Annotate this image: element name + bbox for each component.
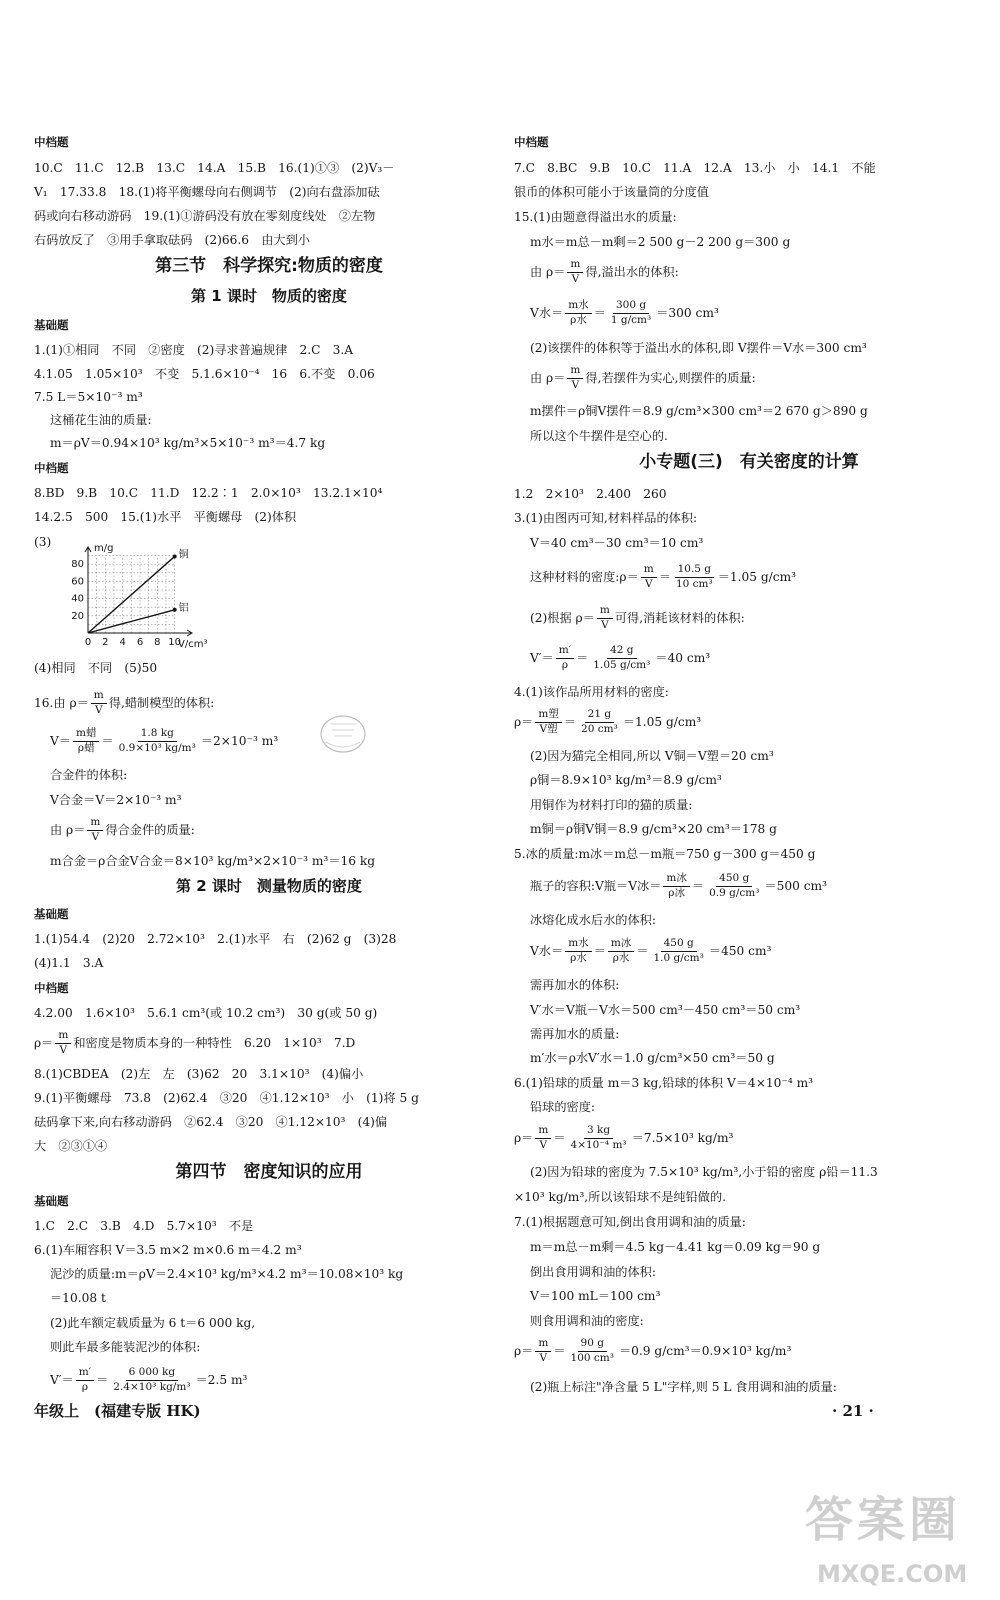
answer-line: 右码放反了 ③用手拿取砝码 (2)66.6 由大到小 [34, 233, 310, 247]
answer-line: m摆件＝ρ铜V摆件＝8.9 g/cm³×300 cm³＝2 670 g＞890 g [530, 404, 868, 418]
denominator: 20 cm³ [581, 722, 618, 735]
answer-line: V＝100 mL＝100 cm³ [530, 1289, 661, 1303]
x-tick-label: 4 [119, 637, 126, 648]
topic-title-3: 小专题(三) 有关密度的计算 [639, 452, 859, 472]
text: ρ＝ [514, 1130, 534, 1145]
text: ＝ [636, 943, 649, 958]
answer-line: 5.冰的质量:m冰＝m总－m瓶＝750 g－300 g＝450 g [514, 847, 816, 861]
denominator: V [59, 1043, 68, 1056]
formula-line [34, 1028, 355, 1058]
fraction [651, 938, 707, 963]
denominator: 100 cm³ [570, 1351, 614, 1364]
answer-line: V′水＝V瓶－V水＝500 cm³－450 cm³＝50 cm³ [530, 1003, 801, 1017]
lesson-title-2: 第 2 课时 测量物质的密度 [176, 877, 362, 895]
formula-line [514, 707, 701, 737]
text: 得,蜡制模型的体积: [108, 695, 215, 710]
y-axis-label: m/g [94, 543, 114, 554]
text: ＝500 cm³ [764, 878, 827, 893]
text: ＝300 cm³ [656, 305, 719, 320]
fraction [578, 709, 621, 734]
numerator: m [87, 817, 103, 830]
fraction [565, 300, 591, 325]
formula-line [50, 815, 195, 845]
mass-volume-chart [54, 533, 224, 651]
answer-line: 这桶花生油的质量: [50, 413, 152, 427]
watermark-url: MXQE.COM [817, 1560, 968, 1588]
formula-line [530, 603, 745, 633]
numerator: m′ [76, 1367, 94, 1380]
fraction [663, 873, 689, 898]
answer-line: V合金＝V＝2×10⁻³ m³ [50, 793, 182, 807]
answer-line: 9.(1)平衡螺母 73.8 (2)62.4 ③20 ④1.12×10³ 小 (1)将 5 g [34, 1091, 419, 1105]
text: ＝0.9 g/cm³＝0.9×10³ kg/m³ [618, 1343, 792, 1358]
answer-line: ρ铜＝8.9×10³ kg/m³＝8.9 g/cm³ [530, 773, 722, 787]
chart-axes [85, 547, 192, 636]
text: ＝1.05 g/cm³ [717, 569, 797, 584]
denominator: ρ蜡 [77, 741, 95, 754]
answer-line: 所以这个牛摆件是空心的. [530, 429, 668, 443]
answer-line: 大 ②③①④ [34, 1139, 108, 1153]
text: 和密度是物质本身的一种特性 6.20 1×10³ 7.D [73, 1035, 356, 1050]
fraction [673, 564, 716, 589]
answer-line: 冰熔化成水后水的体积: [530, 913, 656, 927]
text: ＝ [658, 569, 671, 584]
answer-line: 1.(1)54.4 (2)20 2.72×10³ 2.(1)水平 右 (2)62 g (3)28 [34, 932, 397, 946]
denominator: ρ [81, 1380, 89, 1393]
answer-line: (2)因为猫完全相同,所以 V铜＝V塑＝20 cm³ [530, 749, 774, 763]
section-title-4: 第四节 密度知识的应用 [175, 1162, 363, 1182]
answer-line: (4)相同 不同 (5)50 [34, 661, 158, 675]
text: 瓶子的容积:V瓶＝V冰＝ [530, 878, 662, 893]
answer-line: 1.C 2.C 3.B 4.D 5.7×10³ 不是 [34, 1219, 254, 1233]
denominator: 10 cm³ [675, 577, 713, 590]
fraction [567, 365, 583, 390]
answer-line: 需再加水的质量: [530, 1027, 620, 1041]
numerator: m蜡 [73, 728, 99, 741]
text: 得合金件的质量: [105, 822, 195, 837]
fraction [608, 300, 654, 325]
denominator: V [94, 703, 103, 716]
x-tick-label: 0 [84, 637, 92, 648]
answer-line: m水＝m总－m剩＝2 500 g－2 200 g＝300 g [530, 235, 791, 249]
x-tick-label: 6 [136, 637, 144, 648]
fraction [110, 1367, 193, 1392]
denominator: V [539, 1138, 548, 1151]
fraction [535, 709, 561, 734]
denominator: 4×10⁻⁴ m³ [570, 1138, 627, 1151]
answer-line: m＝ρV＝0.94×10³ kg/m³×5×10⁻³ m³＝4.7 kg [50, 436, 326, 450]
answer-line: 码或向右移动游码 19.(1)①游码没有放在零刻度线处 ②左物 [34, 209, 376, 223]
answer-line: m铜＝ρ铜V铜＝8.9 g/cm³×20 cm³＝178 g [530, 822, 777, 836]
numerator: m [91, 690, 107, 703]
text: ＝1.05 g/cm³ [622, 714, 702, 729]
fraction [87, 817, 103, 842]
numerator: m [55, 1030, 71, 1043]
answer-line: 用铜作为材料打印的猫的质量: [530, 798, 693, 812]
text: ＝ [576, 650, 589, 665]
text: ＝2.5 m³ [195, 1372, 248, 1387]
denominator: V [571, 378, 580, 391]
numerator: m冰 [663, 873, 689, 886]
answer-line: 倒出食用调和油的体积: [530, 1265, 656, 1279]
fraction [556, 645, 574, 670]
y-tick-label: 80 [71, 559, 84, 571]
watermark-logo [805, 1492, 975, 1594]
y-tick-label: 60 [71, 576, 84, 588]
x-tick-label: 8 [154, 637, 161, 648]
answer-line: 合金件的体积: [50, 768, 128, 782]
fraction [535, 1125, 551, 1150]
answer-line: ×10³ kg/m³,所以该铅球不是纯铅做的. [514, 1190, 727, 1204]
denominator: 1.05 g/cm³ [593, 658, 651, 671]
answer-line: 4.2.00 1.6×10³ 5.6.1 cm³(或 10.2 cm³) 30 g(或 50 g) [34, 1006, 378, 1020]
page-number: · 21 · [832, 1402, 874, 1420]
text: 得,若摆件为实心,则摆件的质量: [585, 370, 756, 385]
numerator: m [641, 564, 657, 577]
right-column [514, 0, 984, 1600]
answer-line: 7.5 L＝5×10⁻³ m³ [34, 390, 143, 404]
fraction [91, 690, 107, 715]
fraction [597, 605, 613, 630]
text: ρ＝ [514, 714, 534, 729]
answer-line: 6.(1)车厢容积 V＝3.5 m×2 m×0.6 m＝4.2 m³ [34, 1243, 302, 1257]
denominator: 2.4×10³ kg/m³ [113, 1380, 191, 1393]
answer-line: 4.1.05 1.05×10³ 不变 5.1.6×10⁻⁴ 16 6.不变 0.06 [34, 367, 375, 381]
answer-line: 砝码拿下来,向右移动游码 ②62.4 ③20 ④1.12×10³ (4)偏 [34, 1115, 388, 1129]
answer-line: m合金＝ρ合金V合金＝8×10³ kg/m³×2×10⁻³ m³＝16 kg [50, 854, 376, 868]
answer-line: (4)1.1 3.A [34, 956, 104, 970]
denominator: ρ [561, 658, 569, 671]
y-tick-label: 20 [71, 610, 84, 622]
answer-line: ＝10.08 t [50, 1291, 106, 1305]
answer-line: 6.(1)铅球的质量 m＝3 kg,铅球的体积 V＝4×10⁻⁴ m³ [514, 1076, 814, 1090]
formula-line [530, 562, 796, 592]
text: ＝40 cm³ [655, 650, 711, 665]
label-medium-4: 中档题 [514, 135, 549, 149]
formula-line [514, 1123, 733, 1153]
numerator: 1.8 kg [138, 728, 177, 741]
answer-line: (3) [34, 535, 52, 549]
answer-line: V＝40 cm³－30 cm³＝10 cm³ [530, 536, 704, 550]
x-tick-label: 10 [168, 637, 182, 648]
answer-line: m′水＝ρ水V′水＝1.0 g/cm³×50 cm³＝50 g [530, 1051, 775, 1065]
numerator: m [535, 1125, 551, 1138]
numerator: 450 g [661, 938, 697, 951]
numerator: 90 g [578, 1338, 607, 1351]
text: V′＝ [50, 1372, 74, 1387]
label-basic-4: 基础题 [34, 1194, 69, 1208]
text: 这种材料的密度:ρ＝ [530, 569, 639, 584]
numerator: m水 [565, 300, 591, 313]
denominator: ρ水 [570, 951, 587, 964]
formula-line [530, 363, 756, 393]
numerator: m [567, 259, 583, 272]
fraction [73, 728, 99, 753]
formula-line [50, 726, 278, 756]
denominator: ρ冰 [668, 886, 685, 899]
text: ＝ [563, 714, 577, 729]
formula-line [530, 871, 827, 901]
answer-line: 需再加水的体积: [530, 978, 620, 992]
text: ＝ [593, 305, 606, 320]
answer-line: 10.C 11.C 12.B 13.C 14.A 15.B 16.(1)①③ (2)V₃－ [34, 161, 395, 175]
text: ＝ [96, 1372, 109, 1387]
answer-line: 则此车最多能装泥沙的体积: [50, 1340, 201, 1354]
fraction [568, 1125, 630, 1150]
numerator: 42 g [607, 645, 636, 658]
text: ＝7.5×10³ kg/m³ [631, 1130, 734, 1145]
fraction [608, 938, 634, 963]
x-axis-label: V/cm³ [178, 639, 208, 650]
formula-line [50, 1365, 247, 1395]
text: V＝ [50, 733, 71, 748]
numerator: 21 g [585, 709, 614, 722]
answer-line: 7.(1)根据题意可知,倒出食用调和油的质量: [514, 1215, 746, 1229]
numerator: m塑 [535, 709, 561, 722]
denominator: V [644, 577, 653, 590]
series-label: 铝 [178, 602, 189, 614]
numerator: m水 [565, 938, 591, 951]
label-medium-2: 中档题 [34, 461, 69, 475]
answer-line: 1.2 2×10³ 2.400 260 [514, 487, 667, 501]
answer-line: 8.(1)CBDEA (2)左 左 (3)62 20 3.1×10³ (4)偏小 [34, 1067, 364, 1081]
x-tick-label: 2 [102, 637, 109, 648]
denominator: ρ水 [612, 951, 630, 964]
denominator: V [539, 1351, 548, 1364]
numerator: 3 kg [584, 1125, 613, 1138]
answer-line: 15.(1)由题意得溢出水的质量: [514, 210, 677, 224]
answer-line: (2)因为铅球的密度为 7.5×10³ kg/m³,小于铅的密度 ρ铅＝11.3 [530, 1165, 878, 1179]
text: ＝ [101, 733, 114, 748]
answer-line: 则食用调和油的密度: [530, 1314, 644, 1328]
fraction [55, 1030, 71, 1055]
lesson-title-1: 第 1 课时 物质的密度 [191, 287, 347, 305]
answer-line: 3.(1)由图丙可知,材料样品的体积: [514, 511, 698, 525]
answer-line: 14.2.5 500 15.(1)水平 平衡螺母 (2)体积 [34, 510, 297, 524]
numerator: m′ [556, 645, 574, 658]
denominator: 1.0 g/cm³ [653, 951, 704, 964]
footer-book-info: 年级上 (福建专版 HK) [34, 1402, 201, 1420]
answer-line: 7.C 8.BC 9.B 10.C 11.A 12.A 13.小 小 14.1 不能 [514, 161, 876, 175]
text: 由 ρ＝ [50, 822, 86, 837]
answer-line: (2)该摆件的体积等于溢出水的体积,即 V摆件＝V水＝300 cm³ [530, 341, 867, 355]
answer-line: 泥沙的质量:m＝ρV＝2.4×10³ kg/m³×4.2 m³＝10.08×10³ kg [50, 1267, 404, 1281]
text: V′＝ [530, 650, 554, 665]
text: 得,溢出水的体积: [585, 264, 679, 279]
series-point [173, 554, 177, 558]
series-point [173, 608, 177, 612]
answer-line: V₁ 17.33.8 18.(1)将平衡螺母向右侧调节 (2)向右盘添加砝 [34, 185, 380, 199]
numerator: m [567, 365, 583, 378]
numerator: m [597, 605, 613, 618]
text: ＝ [593, 943, 606, 958]
formula-line [34, 688, 214, 718]
fraction [706, 873, 762, 898]
answer-line: 4.(1)该作品所用材料的密度: [514, 685, 669, 699]
label-medium-3: 中档题 [34, 981, 69, 995]
answer-line: 8.BD 9.B 10.C 11.D 12.2∶1 2.0×10³ 13.2.1×10⁴ [34, 486, 383, 500]
label-basic-2: 基础题 [34, 907, 69, 921]
answer-line: 1.(1)①相同 不同 ②密度 (2)寻求普遍规律 2.C 3.A [34, 343, 354, 357]
denominator: V [91, 830, 100, 843]
fraction [565, 938, 591, 963]
text: ＝450 cm³ [708, 943, 772, 958]
formula-line [530, 643, 710, 673]
section-title-3: 第三节 科学探究:物质的密度 [155, 256, 383, 276]
text: ρ＝ [34, 1035, 54, 1050]
fraction [590, 645, 653, 670]
label-basic-1: 基础题 [34, 318, 69, 332]
answer-line: 铅球的密度: [530, 1100, 596, 1114]
text: ＝ [553, 1343, 566, 1358]
text: 由 ρ＝ [530, 370, 566, 385]
numerator: m冰 [608, 938, 634, 951]
text: V水＝ [530, 943, 564, 958]
formula-line [530, 936, 771, 966]
formula-line [514, 1336, 791, 1366]
fraction [76, 1367, 94, 1392]
fraction [567, 259, 583, 284]
text: 可得,消耗该材料的体积: [614, 610, 745, 625]
text: 16.由 ρ＝ [34, 695, 89, 710]
denominator: V [601, 618, 609, 631]
label-medium-1: 中档题 [34, 135, 69, 149]
numerator: 300 g [613, 300, 649, 313]
denominator: V [571, 272, 580, 285]
text: ＝ [553, 1130, 566, 1145]
text: 由 ρ＝ [530, 264, 566, 279]
answer-stamp-icon [318, 712, 368, 756]
fraction [641, 564, 657, 589]
fraction [116, 728, 199, 753]
text: (2)根据 ρ＝ [530, 610, 595, 625]
denominator: 0.9 g/cm³ [709, 886, 760, 899]
denominator: V塑 [539, 722, 558, 735]
denominator: 0.9×10³ kg/m³ [118, 741, 196, 754]
text: ρ＝ [514, 1343, 534, 1358]
denominator: 1 g/cm³ [610, 313, 652, 326]
formula-line [530, 298, 719, 328]
numerator: m [535, 1338, 551, 1351]
answer-line: m＝m总－m剩＝4.5 kg－4.41 kg＝0.09 kg＝90 g [530, 1240, 821, 1254]
text: V水＝ [530, 305, 564, 320]
series-label: 铜 [178, 549, 189, 561]
denominator: ρ水 [570, 313, 587, 326]
y-tick-label: 40 [71, 593, 84, 605]
numerator: 450 g [716, 873, 752, 886]
left-column [34, 0, 504, 1600]
text: ＝2×10⁻³ m³ [200, 733, 279, 748]
numerator: 10.5 g [675, 564, 714, 577]
watermark-text: 答案圈 [805, 1492, 962, 1548]
numerator: 6 000 kg [126, 1367, 178, 1380]
answer-line: 银币的体积可能小于该量筒的分度值 [514, 185, 709, 199]
text: ＝ [691, 878, 705, 893]
fraction [535, 1338, 551, 1363]
formula-line [530, 257, 679, 287]
answer-line: (2)瓶上标注"净含量 5 L"字样,则 5 L 食用调和油的质量: [530, 1380, 837, 1394]
fraction [568, 1338, 617, 1363]
answer-line: (2)此车额定载质量为 6 t＝6 000 kg, [50, 1316, 256, 1330]
